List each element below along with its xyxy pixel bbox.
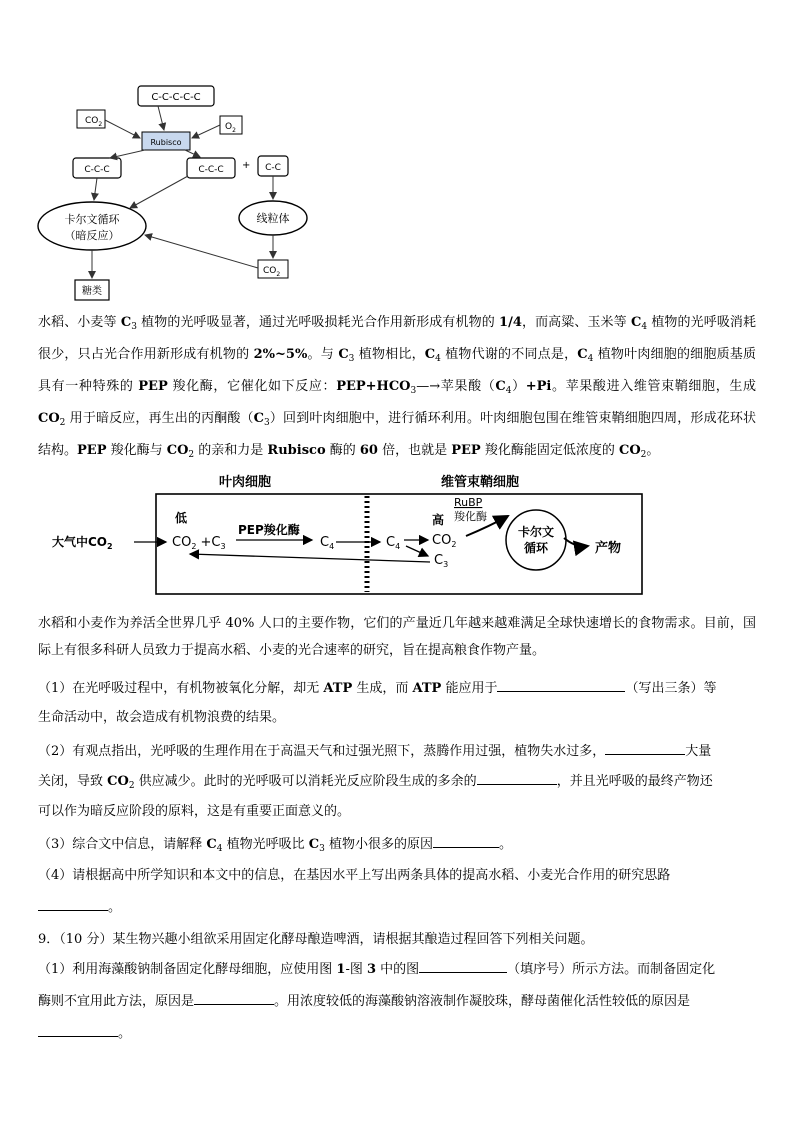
answer-blank-3[interactable] xyxy=(433,835,499,848)
plus-sign: + xyxy=(242,160,251,171)
calvin-cycle-ellipse xyxy=(38,202,146,250)
question-2-line3: 可以作为暗反应阶段的原料，这是有重要正面意义的。 xyxy=(38,804,351,819)
answer-blank-9c[interactable] xyxy=(38,1024,118,1037)
question-2-line2: 关闭，导致 $CO_2$ 供应减少。此时的光呼吸可以消耗光反应阶段生成的多余的 ，并且光呼吸的最终产物还 xyxy=(38,774,713,791)
co2-right: $CO_2$ xyxy=(432,533,457,549)
question-9-1-line2: 酶则不宜用此方法，原因是 。用浓度较低的海藻酸钠溶液制作凝胶珠，酵母菌催化活性较低的原因是 xyxy=(38,994,691,1009)
answer-blank-4[interactable] xyxy=(38,898,108,911)
pep-enzyme-label: PEP羧化酶 xyxy=(238,523,300,537)
mesophyll-label: 叶肉细胞 xyxy=(218,475,272,490)
question-9-1-line1: （1）利用海藻酸钠制备固定化酵母细胞，应使用图 1-图 3 中的图 （填序号）所示方法。而制备固定化 xyxy=(38,962,716,977)
c4-pathway-diagram xyxy=(50,470,700,600)
question-9-1-line3: 。 xyxy=(38,1022,131,1041)
calvin-line2: （暗反应） xyxy=(64,229,120,242)
co2-bottom-label: $CO_2$ xyxy=(263,266,281,278)
high-label: 高 xyxy=(432,513,445,527)
answer-blank-9a[interactable] xyxy=(419,960,507,973)
rubisco-label: Rubisco xyxy=(150,138,182,147)
question-1-line2: 生命活动中，故会造成有机物浪费的结果。 xyxy=(38,710,286,725)
answer-blank-9b[interactable] xyxy=(194,992,274,1005)
question-4-line1: （4）请根据高中所学知识和本文中的信息，在基因水平上写出两条具体的提高水稻、小麦光合作用的研究思路 xyxy=(38,868,671,883)
calvin-line1: 卡尔文循环 xyxy=(64,213,120,226)
question-1-line1: （1）在光呼吸过程中，有机物被氧化分解，却无 ATP 生成，而 ATP 能应用于 （写出三条）等 xyxy=(38,681,717,696)
mito-label: 线粒体 xyxy=(256,212,290,225)
paragraph-photorespiration: 水稻、小麦等 $C_3$ 植物的光呼吸显著，通过光呼吸损耗光合作用新形成有机物的 1/4，而高粱、玉米等 $C_4$ 植物的光呼吸消耗很少，只占光合作用新形成有机物的 2%~5%。与 $C_3$ 植物相比，$C_4$ 植物代谢的不同点是，$C_4$ 植物叶肉细胞的细胞质基质具有一种特殊的 PEP 羧化酶，它催化如下反应：$PEP+HCO_3—\to$苹果酸$(C_4)+Pi$。苹果酸进入维管束鞘细胞，生成 $CO_2$ 用于暗反应，再生出的丙酮酸$(C_3)$回到叶肉细胞中，进行循环利用。叶肉细胞包围在维管束鞘细胞四周，形成花环状结构。PEP 羧化酶与 $CO_2$ 的亲和力是 Rubisco 酶的 60 倍，也就是 PEP 羧化酶能固定低浓度的 $CO_2$。 xyxy=(38,315,757,460)
c2-label: C-C xyxy=(265,163,281,173)
c3-right-label: C-C-C xyxy=(198,165,224,175)
calvin-line2-b: 循环 xyxy=(523,541,549,555)
o2-label: $O_2$ xyxy=(225,122,236,134)
product-label: 产物 xyxy=(595,541,622,556)
c4-right: $C_4$ xyxy=(386,535,401,551)
calvin-line1-b: 卡尔文 xyxy=(517,525,555,539)
question-9-title: 9．（10 分）某生物兴趣小组欲采用固定化酵母酿造啤酒，请根据其酿造过程回答下列相关问题。 xyxy=(38,932,594,947)
rubp-enzyme-label: 羧化酶 xyxy=(454,510,487,523)
c3-right: $C_3$ xyxy=(434,553,449,569)
paragraph-yield: 水稻和小麦作为养活全世界几乎 40% 人口的主要作物，它们的产量近几年越来越难满足全球快速增长的食物需求。目前，国际上有很多科研人员致力于提高水稻、小麦的光合速率的研究，旨在提高粮食作物产量。 xyxy=(38,616,756,658)
left-equation: $CO_2 +C_3$ xyxy=(172,535,226,551)
c3-left-label: C-C-C xyxy=(84,165,110,175)
question-3-line: （3）综合文中信息，请解释 $C_4$ 植物光呼吸比 $C_3$ 植物小很多的原因 。 xyxy=(38,837,513,854)
answer-blank-1[interactable] xyxy=(497,679,625,692)
answer-blank-2b[interactable] xyxy=(477,772,557,785)
rubp-label: RuBP xyxy=(454,496,483,509)
question-4-line2: 。 xyxy=(38,896,121,915)
c4-left: $C_4$ xyxy=(320,535,335,551)
sugar-label: 糖类 xyxy=(82,286,102,297)
c5-label: C-C-C-C-C xyxy=(151,92,201,103)
atm-co2-label: 大气中$CO_2$ xyxy=(52,535,113,551)
sheath-label: 维管束鞘细胞 xyxy=(440,475,520,490)
question-2-line1: （2）有观点指出，光呼吸的生理作用在于高温天气和过强光照下，蒸腾作用过强，植物失水过多， 大量 xyxy=(38,744,712,759)
calvin-circle xyxy=(506,510,566,570)
photorespiration-diagram xyxy=(30,80,320,305)
co2-label: $CO_2$ xyxy=(85,116,103,128)
low-label: 低 xyxy=(175,511,188,525)
answer-blank-2a[interactable] xyxy=(605,742,685,755)
